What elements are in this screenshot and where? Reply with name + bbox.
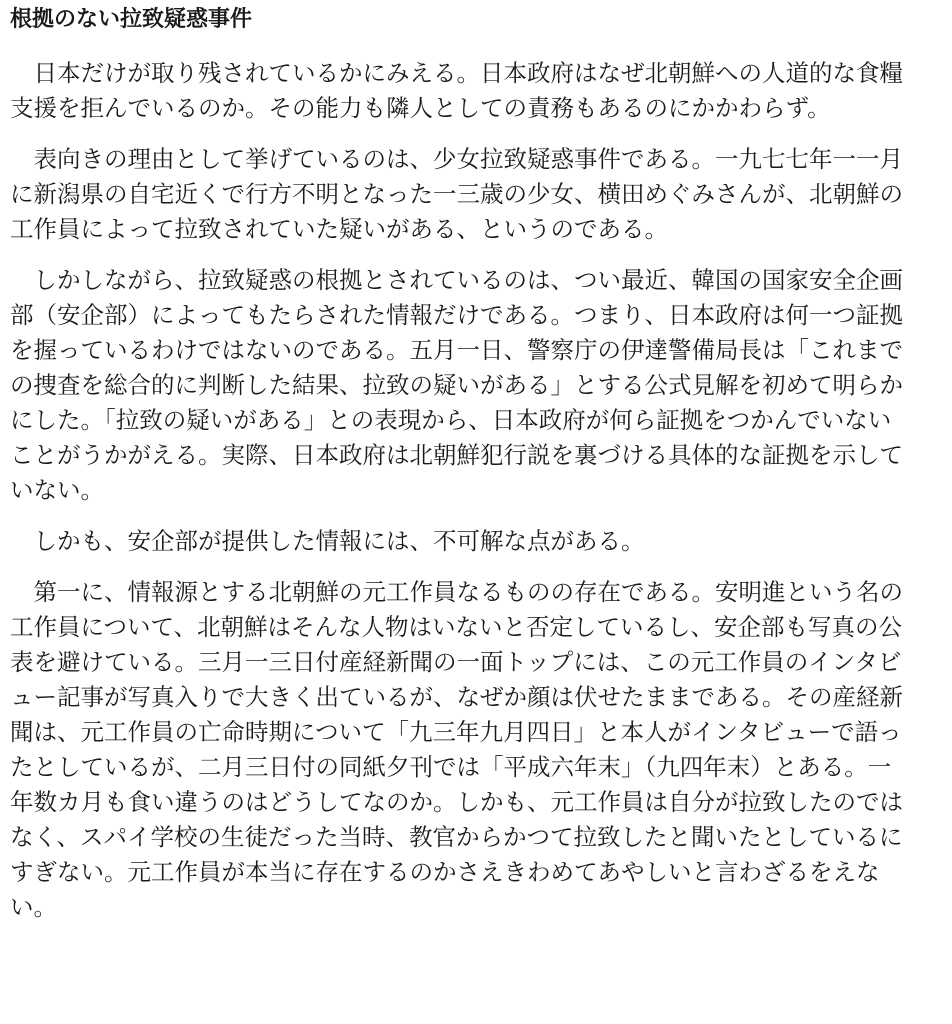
text-line: しかも、安企部が提供した情報には、不可解な点がある。	[10, 527, 645, 555]
text-line: なく、スパイ学校の生徒だった当時、教官からかつて拉致したと聞いたとしているに	[10, 823, 903, 851]
paragraph	[10, 142, 952, 247]
text-line: 第一に、情報源とする北朝鮮の元工作員なるものの存在である。安明進という名の	[10, 578, 903, 606]
text-line: 工作員について、北朝鮮はそんな人物はいないと否定しているし、安企部も写真の公	[10, 613, 903, 641]
article-heading: 根拠のない拉致疑惑事件	[10, 7, 253, 32]
article	[10, 0, 952, 925]
text-line: いない。	[10, 476, 104, 504]
text-line: に新潟県の自宅近くで行方不明となった一三歳の少女、横田めぐみさんが、北朝鮮の	[10, 180, 903, 208]
text-line: 表を避けている。三月一三日付産経新聞の一面トップには、この元工作員のインタビ	[10, 648, 902, 676]
text-line: 表向きの理由として挙げているのは、少女拉致疑惑事件である。一九七七年一一月	[10, 145, 903, 173]
text-line: 年数カ月も食い違うのはどうしてなのか。しかも、元工作員は自分が拉致したのでは	[10, 788, 903, 816]
text-line: を握っているわけではないのである。五月一日、警察庁の伊達警備局長は「これまで	[10, 336, 903, 364]
text-line: 部（安企部）によってもたらされた情報だけである。つまり、日本政府は何一つ証拠	[10, 301, 903, 329]
paragraph	[10, 263, 952, 508]
article-body	[10, 56, 952, 925]
text-line: ことがうかがえる。実際、日本政府は北朝鮮犯行説を裏づける具体的な証拠を示して	[10, 441, 903, 469]
paragraph	[10, 575, 952, 925]
text-line: の捜査を総合的に判断した結果、拉致の疑いがある」とする公式見解を初めて明らか	[10, 371, 903, 399]
text-line: たとしているが、二月三日付の同紙夕刊では「平成六年末」（九四年末）とある。一	[10, 753, 892, 781]
text-line: い。	[10, 893, 57, 921]
text-line: しかしながら、拉致疑惑の根拠とされているのは、つい最近、韓国の国家安全企画	[10, 266, 903, 294]
text-line: すぎない。元工作員が本当に存在するのかさえきわめてあやしいと言わざるをえな	[10, 858, 880, 886]
text-line: ュー記事が写真入りで大きく出ているが、なぜか顔は伏せたままである。その産経新	[10, 683, 903, 711]
text-line: 聞は、元工作員の亡命時期について「九三年九月四日」と本人がインタビューで語っ	[10, 718, 902, 746]
text-line: 支援を拒んでいるのか。その能力も隣人としての責務もあるのにかかわらず。	[10, 94, 831, 122]
text-line: 工作員によって拉致されていた疑いがある、というのである。	[10, 215, 668, 243]
paragraph	[10, 524, 952, 559]
text-line: 日本だけが取り残されているかにみえる。日本政府はなぜ北朝鮮への人道的な食糧	[10, 59, 903, 87]
text-line: にした。「拉致の疑いがある」との表現から、日本政府が何ら証拠をつかんでいない	[10, 406, 892, 434]
paragraph	[10, 56, 952, 126]
